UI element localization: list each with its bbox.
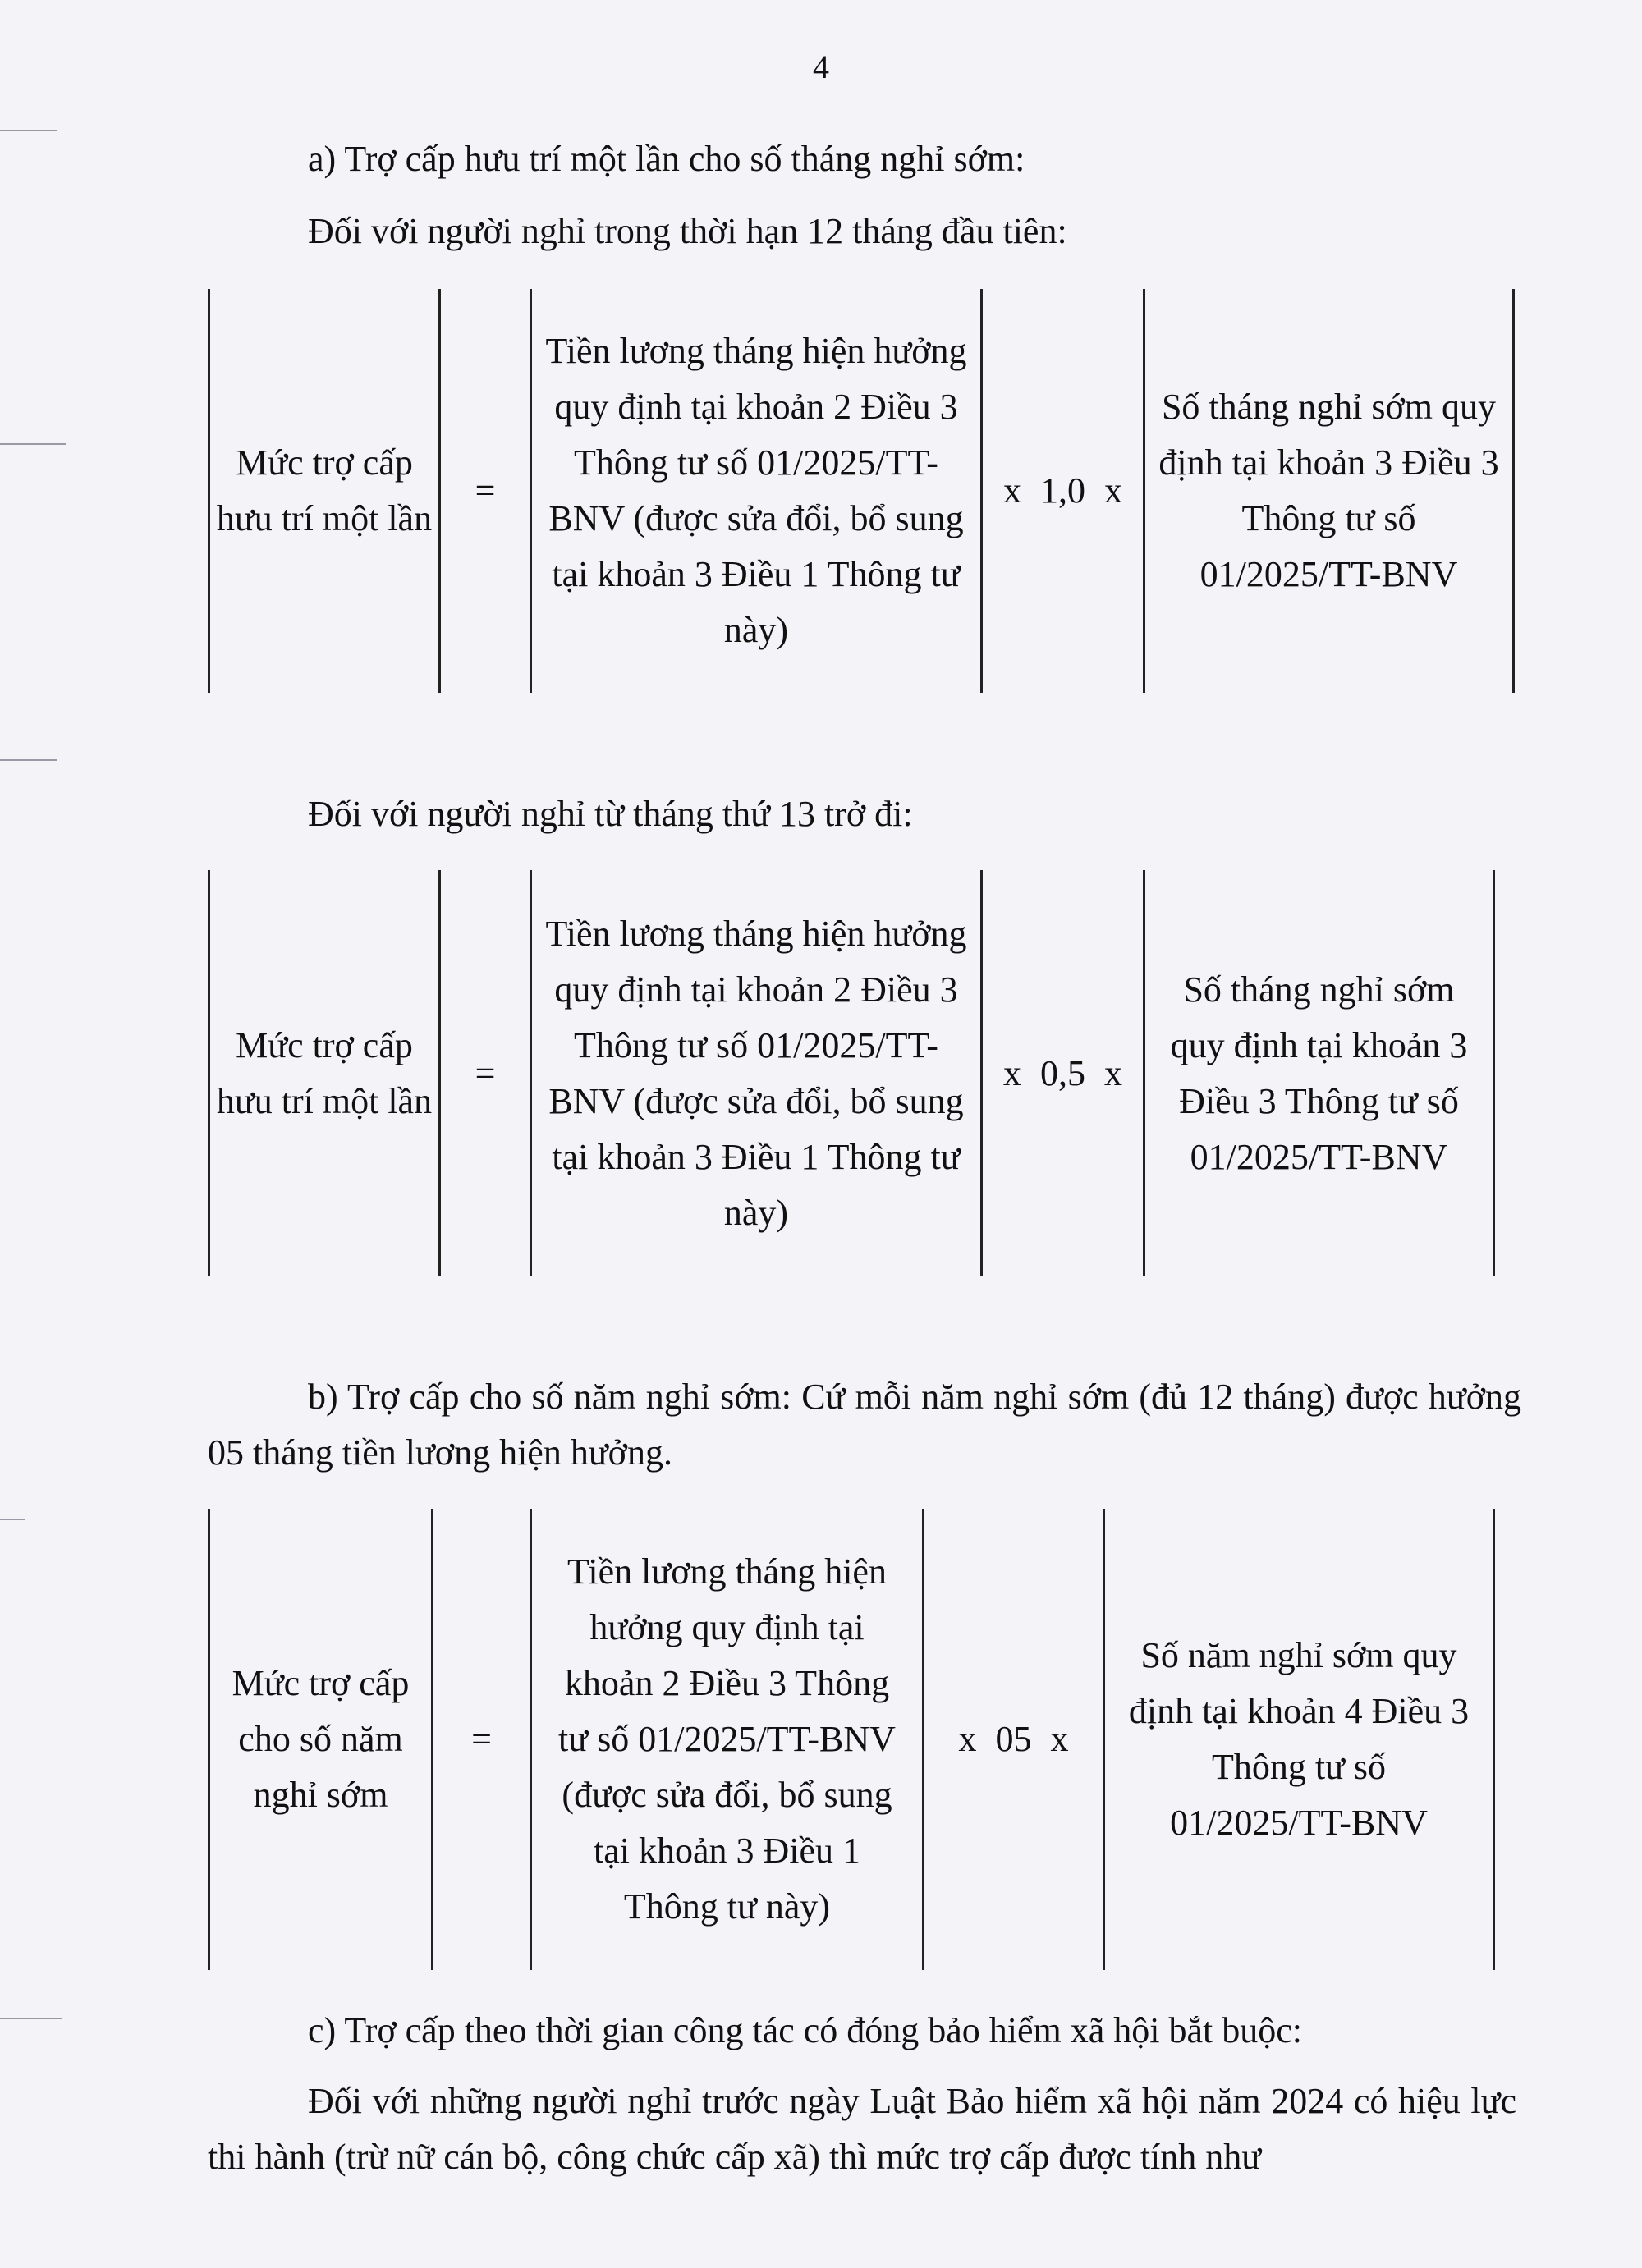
formula-1-salary: Tiền lương tháng hiện hưởng quy định tại khoản 2 Điều 3 Thông tư số 01/2025/TT-BNV (được sửa đổi, bổ sung tại khoản 3 Điều 1 Thông tư này) [545, 331, 967, 650]
formula-1-multiplier: x 1,0 x [1003, 470, 1122, 511]
formula-2-months: Số tháng nghỉ sớm quy định tại khoản 3 Điều 3 Thông tư số 01/2025/TT-BNV [1170, 969, 1468, 1177]
formula-1-months: Số tháng nghỉ sớm quy định tại khoản 3 Điều 3 Thông tư số 01/2025/TT-BNV [1158, 387, 1499, 594]
section-c-heading: c) Trợ cấp theo thời gian công tác có đóng bảo hiểm xã hội bắt buộc: [308, 2010, 1303, 2050]
formula-3-multiplier: x 05 x [958, 1719, 1069, 1759]
formula-2-equals: = [475, 1052, 496, 1093]
formula-2-multiplier: x 0,5 x [1003, 1052, 1122, 1093]
section-a-heading: a) Trợ cấp hưu trí một lần cho số tháng nghỉ sớm: [308, 139, 1025, 179]
formula-3-equals: = [471, 1719, 492, 1759]
formula-2-salary: Tiền lương tháng hiện hưởng quy định tại khoản 2 Điều 3 Thông tư số 01/2025/TT-BNV (được sửa đổi, bổ sung tại khoản 3 Điều 1 Thông tư này) [545, 913, 967, 1233]
section-a-intro-first: Đối với người nghỉ trong thời hạn 12 tháng đầu tiên: [308, 211, 1067, 251]
section-c-text: Đối với những người nghỉ trước ngày Luật Bảo hiểm xã hội năm 2024 có hiệu lực thi hành (trừ nữ cán bộ, công chức cấp xã) thì mức trợ cấp được tính như [208, 2081, 1516, 2177]
formula-2 [208, 870, 1497, 1276]
section-a-intro-second: Đối với người nghỉ từ tháng thứ 13 trở đi: [308, 794, 913, 834]
formula-3-salary: Tiền lương tháng hiện hưởng quy định tại khoản 2 Điều 3 Thông tư số 01/2025/TT-BNV (được sửa đổi, bổ sung tại khoản 3 Điều 1 Thông tư này) [558, 1551, 896, 1927]
page-number: 4 [813, 48, 829, 85]
formula-1 [208, 289, 1515, 693]
formula-3 [208, 1509, 1497, 1970]
section-b-text: b) Trợ cấp cho số năm nghỉ sớm: Cứ mỗi năm nghỉ sớm (đủ 12 tháng) được hưởng 05 tháng tiền lương hiện hưởng. [208, 1377, 1521, 1473]
formula-2-lhs: Mức trợ cấp hưu trí một lần [216, 1024, 433, 1121]
formula-3-lhs: Mức trợ cấp cho số năm nghỉ sớm [232, 1663, 410, 1815]
formula-1-lhs: Mức trợ cấp hưu trí một lần [216, 442, 433, 538]
formula-1-equals: = [475, 470, 496, 511]
formula-3-years: Số năm nghỉ sớm quy định tại khoản 4 Điều 3 Thông tư số 01/2025/TT-BNV [1128, 1635, 1470, 1843]
